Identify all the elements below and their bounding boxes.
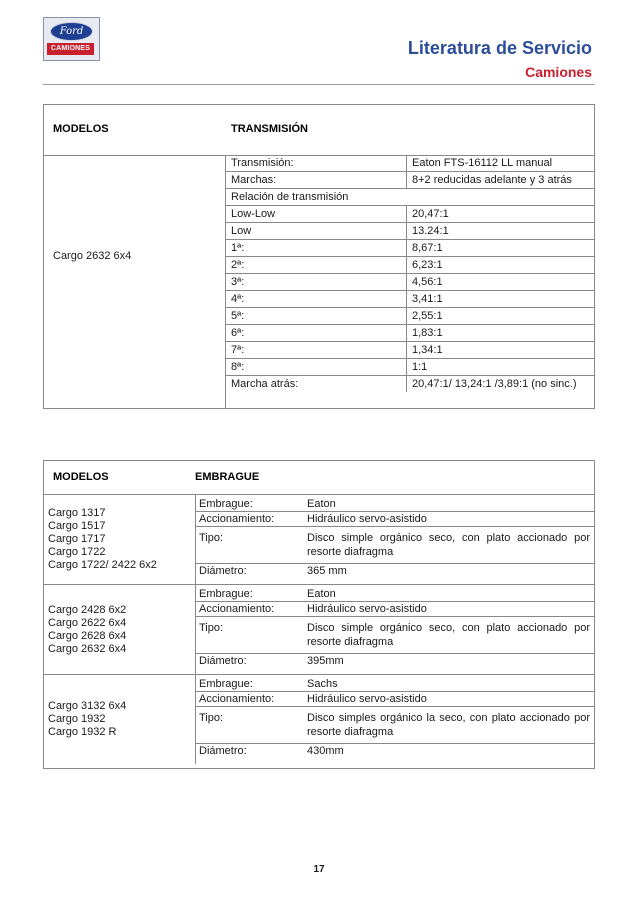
clutch-spec-row (196, 707, 594, 744)
clutch-model-name: Cargo 1317 (48, 507, 106, 519)
page-subtitle: Camiones (525, 64, 592, 80)
spec-value: 20,47:1/ 13,24:1 /3,89:1 (no sinc.) (412, 378, 577, 390)
transmission-column-header: TRANSMISIÓN (231, 123, 308, 135)
clutch-model-name: Cargo 1717 (48, 533, 106, 545)
clutch-model-name: Cargo 2628 6x4 (48, 629, 127, 642)
transmission-spec-row (226, 172, 594, 189)
spec-label: Embrague: (199, 498, 253, 510)
clutch-model-name: Cargo 1517 (48, 520, 106, 532)
spec-label: Transmisión: (226, 155, 407, 171)
spec-label: 7ª: (226, 342, 407, 358)
clutch-spec-row (196, 527, 594, 564)
clutch-spec-row (196, 497, 594, 512)
ford-oval-logo: Ford (50, 22, 93, 41)
spec-value: Hidráulico servo-asistido (307, 603, 427, 615)
models-column-header: MODELOS (53, 123, 109, 135)
spec-label: Diámetro: (199, 745, 247, 757)
transmission-spec-row (226, 257, 594, 274)
clutch-body (44, 495, 594, 764)
spec-label: 5ª: (226, 308, 407, 324)
spec-value: 20,47:1 (412, 208, 449, 220)
clutch-model-group (44, 495, 594, 585)
clutch-spec-row (196, 692, 594, 707)
spec-label: Accionamiento: (199, 693, 275, 705)
clutch-spec-row (196, 564, 594, 578)
clutch-spec-row (196, 602, 594, 617)
clutch-models-cell (44, 585, 196, 674)
spec-value: 8+2 reducidas adelante y 3 atrás (412, 174, 572, 186)
spec-value: 4,56:1 (412, 276, 443, 288)
spec-value: Disco simple orgánico seco, con plato accionado por resorte diafragma (307, 532, 590, 558)
clutch-model-name: Cargo 1722/ 2422 6x2 (48, 559, 157, 571)
spec-label: Relación de transmisión (231, 191, 349, 203)
transmission-table (43, 104, 595, 409)
spec-label: Accionamiento: (199, 513, 275, 525)
clutch-specs (196, 495, 594, 584)
spec-value: 2,55:1 (412, 310, 443, 322)
transmission-specs (226, 155, 594, 392)
spec-value: Hidráulico servo-asistido (307, 513, 427, 525)
transmission-table-header (44, 105, 594, 156)
transmission-spec-row (226, 376, 594, 392)
clutch-model-name: Cargo 1722 (48, 546, 106, 558)
spec-value: 365 mm (307, 565, 347, 577)
clutch-column-header: EMBRAGUE (195, 471, 260, 483)
spec-label: 6ª: (226, 325, 407, 341)
clutch-model-name: Cargo 2622 6x4 (48, 616, 127, 629)
page-title: Literatura de Servicio (407, 38, 592, 58)
camiones-logo-band: CAMIONES (47, 43, 94, 55)
spec-value: 3,41:1 (412, 293, 443, 305)
spec-value: 6,23:1 (412, 259, 443, 271)
transmission-spec-row (226, 155, 594, 172)
transmission-spec-row (226, 291, 594, 308)
spec-value: Sachs (307, 678, 338, 690)
spec-value: 8,67:1 (412, 242, 443, 254)
transmission-spec-row (226, 206, 594, 223)
spec-value: Disco simple orgánico seco, con plato accionado por resorte diafragma (307, 622, 590, 648)
spec-label: Low-Low (226, 206, 407, 222)
clutch-models-cell (44, 675, 196, 764)
clutch-model-name: Cargo 3132 6x4 (48, 700, 127, 712)
clutch-specs (196, 585, 594, 674)
spec-label: 3ª: (226, 274, 407, 290)
clutch-spec-row (196, 587, 594, 602)
spec-label: Marchas: (226, 172, 407, 188)
transmission-spec-row (226, 189, 594, 206)
spec-value: Eaton FTS-16112 LL manual (412, 157, 553, 169)
clutch-table-header (44, 461, 594, 495)
transmission-spec-row (226, 359, 594, 376)
spec-label: 2ª: (226, 257, 407, 273)
spec-value: Hidráulico servo-asistido (307, 693, 427, 705)
page-number: 17 (313, 864, 325, 875)
spec-label: Accionamiento: (199, 603, 275, 615)
transmission-spec-row (226, 308, 594, 325)
spec-value: 1,83:1 (412, 327, 443, 339)
transmission-model-cell (44, 155, 226, 408)
spec-label: Embrague: (199, 678, 253, 690)
clutch-specs (196, 675, 594, 764)
clutch-spec-row (196, 677, 594, 692)
spec-value: 13.24:1 (412, 225, 449, 237)
spec-value: 1:1 (412, 361, 428, 373)
spec-value: 1,34:1 (412, 344, 443, 356)
clutch-model-name: Cargo 2632 6x4 (48, 642, 127, 655)
spec-label: Tipo: (199, 622, 224, 634)
spec-value: 395mm (307, 655, 344, 667)
transmission-model: Cargo 2632 6x4 (53, 250, 132, 262)
transmission-spec-row (226, 325, 594, 342)
clutch-model-name: Cargo 2428 6x2 (48, 603, 127, 616)
clutch-spec-row (196, 654, 594, 668)
spec-label: Marcha atrás: (226, 376, 407, 392)
spec-value: Eaton (307, 588, 336, 600)
spec-label: Tipo: (199, 532, 224, 544)
clutch-model-group (44, 675, 594, 764)
transmission-spec-row (226, 274, 594, 291)
clutch-model-name: Cargo 1932 R (48, 726, 117, 738)
clutch-table (43, 460, 595, 769)
header-divider (43, 84, 595, 85)
clutch-spec-row (196, 512, 594, 527)
spec-label: Diámetro: (199, 655, 247, 667)
models-column-header: MODELOS (53, 471, 109, 483)
spec-value: Disco simples orgánico la seco, con plato accionado por resorte diafragma (307, 712, 590, 738)
spec-label: Embrague: (199, 588, 253, 600)
ford-camiones-logo (43, 17, 100, 61)
spec-value: 430mm (307, 745, 344, 757)
transmission-spec-row (226, 223, 594, 240)
clutch-models-cell (44, 495, 196, 584)
spec-label: 1ª: (226, 240, 407, 256)
clutch-spec-row (196, 617, 594, 654)
clutch-model-group (44, 585, 594, 675)
transmission-spec-row (226, 342, 594, 359)
spec-label: Low (226, 223, 407, 239)
spec-label: 4ª: (226, 291, 407, 307)
spec-label: 8ª: (226, 359, 407, 375)
spec-label: Tipo: (199, 712, 224, 724)
spec-label: Diámetro: (199, 565, 247, 577)
clutch-spec-row (196, 744, 594, 758)
spec-value: Eaton (307, 498, 336, 510)
clutch-model-name: Cargo 1932 (48, 713, 106, 725)
transmission-spec-row (226, 240, 594, 257)
